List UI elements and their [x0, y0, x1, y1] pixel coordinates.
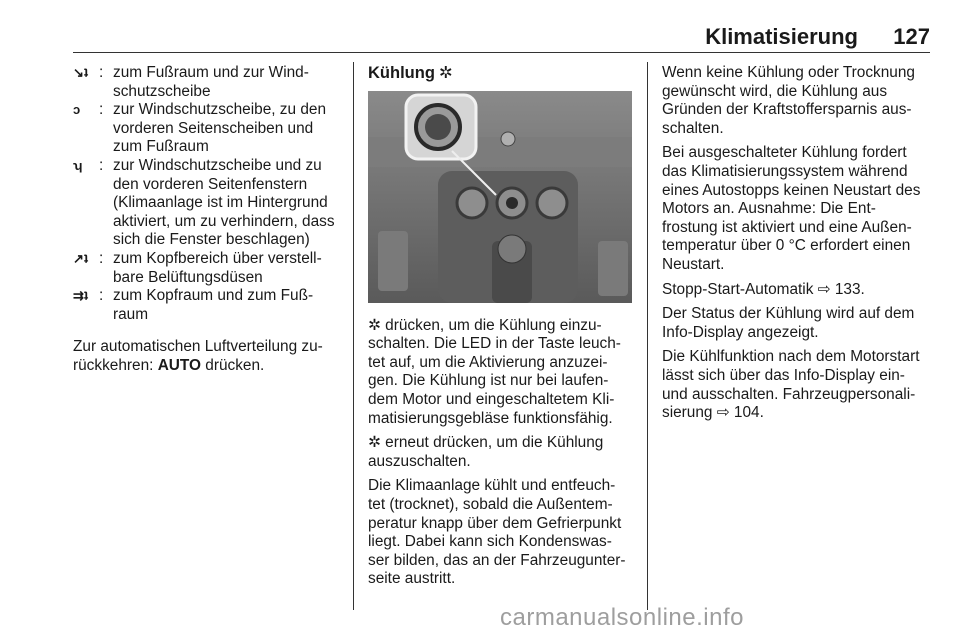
snowflake-icon: ✲ — [438, 64, 453, 82]
page-number: 127 — [893, 24, 930, 49]
subheading: Kühlung ✲ — [368, 64, 453, 82]
paragraph: ✲ drücken, um die Kühlung einzu- schalten. Die LED in der Taste leuch- tet auf, um die Aktivierung anzuzei- gen. Die Kühlung ist nur bei laufen- dem Motor und eingeschaltetem Kli- matisierungsgebläse funktionsfähig. — [368, 316, 621, 427]
column-1 — [73, 64, 341, 382]
windscreen-side-vent-icon: ↄ — [73, 102, 81, 118]
auto-paragraph: Zur automatischen Luftverteilung zu- rückkehren: AUTO drücken. — [73, 338, 323, 374]
climate-control-photo — [368, 91, 632, 303]
airflow-item-text: zum Kopfbereich über verstell- bare Belüftungsdüsen — [113, 249, 322, 286]
airflow-item: ↗ʇ : zum Kopfbereich über verstell- bare Belüftungsdüsen — [73, 250, 341, 287]
airflow-item-text: zum Kopfraum und zum Fuß- raum — [113, 287, 314, 323]
snowflake-icon: ✲ — [368, 434, 381, 452]
page-header — [0, 22, 930, 50]
foot-windscreen-vent-icon: ↘ʇ — [73, 65, 89, 80]
airflow-item: ↄ : zur Windschutzscheibe, zu den vorderen Seitenscheiben und zum Fußraum — [73, 101, 341, 157]
column-3 — [662, 64, 930, 429]
airflow-item: ↘ʇ : zum Fußraum und zur Wind- schutzscheibe — [73, 64, 341, 101]
snowflake-icon: ✲ — [368, 316, 381, 334]
climate-panel-illustration — [368, 91, 632, 303]
watermark: carmanualsonline.info — [500, 604, 744, 631]
auto-button-label: AUTO — [157, 356, 202, 374]
paragraph: Wenn keine Kühlung oder Trocknung gewünscht wird, die Kühlung aus Gründen der Kraftstoffersparnis aus- schalten. — [662, 64, 915, 137]
windscreen-front-side-icon: ʮ — [73, 157, 83, 173]
paragraph: Die Kühlfunktion nach dem Motorstart lässt sich über das Info-Display ein- und ausschalten. Fahrzeugpersonali- sierung ⇨ 104. — [662, 348, 920, 422]
airflow-item-text: zur Windschutzscheibe, zu den vorderen Seitenscheiben und zum Fußraum — [113, 101, 327, 156]
paragraph: Der Status der Kühlung wird auf dem Info-Display angezeigt. — [662, 305, 915, 341]
paragraph: Die Klimaanlage kühlt und entfeuch- tet (trocknet), sobald die Außentem- peratur knapp über dem Gefrierpunkt liegt. Dabei kann sich Kondenswas- ser bilden, das an der Fahrzeugunter- seite austritt. — [368, 477, 626, 588]
header-rule — [73, 52, 930, 53]
section-title: Klimatisierung — [705, 24, 858, 49]
head-foot-vent-icon: ⇉ʇ — [73, 288, 89, 304]
airflow-item: ⇉ʇ : zum Kopfraum und zum Fuß- raum — [73, 287, 341, 324]
airflow-item-text: zum Fußraum und zur Wind- schutzscheibe — [113, 64, 309, 100]
cross-reference[interactable]: Stopp-Start-Automatik ⇨ 133. — [662, 280, 865, 298]
column-2 — [368, 64, 632, 595]
airflow-item: ʮ : zur Windschutzscheibe und zu den vorderen Seitenfenstern (Klimaanlage ist im Hintergrund aktiviert, um zu verhindern, dass sich die Fenster beschlagen) — [73, 157, 341, 250]
airflow-item-text: zur Windschutzscheibe und zu den vorderen Seitenfenstern (Klimaanlage ist im Hintergrund aktiviert, um zu verhindern, dass sich die Fenster beschlagen) — [113, 156, 335, 249]
paragraph: ✲ erneut drücken, um die Kühlung auszuschalten. — [368, 434, 604, 470]
paragraph: Bei ausgeschalteter Kühlung fordert das Klimatisierungssystem während eines Autostopps keinen Neustart des Motors an. Ausnahme: Die Ent- frostung ist aktiviert und eine Außen- temperatur über 0 °C erfordert einen Neustart. — [662, 144, 921, 273]
column-divider-1 — [353, 62, 354, 610]
column-divider-2 — [647, 62, 648, 610]
head-vent-icon: ↗ʇ — [73, 250, 89, 266]
